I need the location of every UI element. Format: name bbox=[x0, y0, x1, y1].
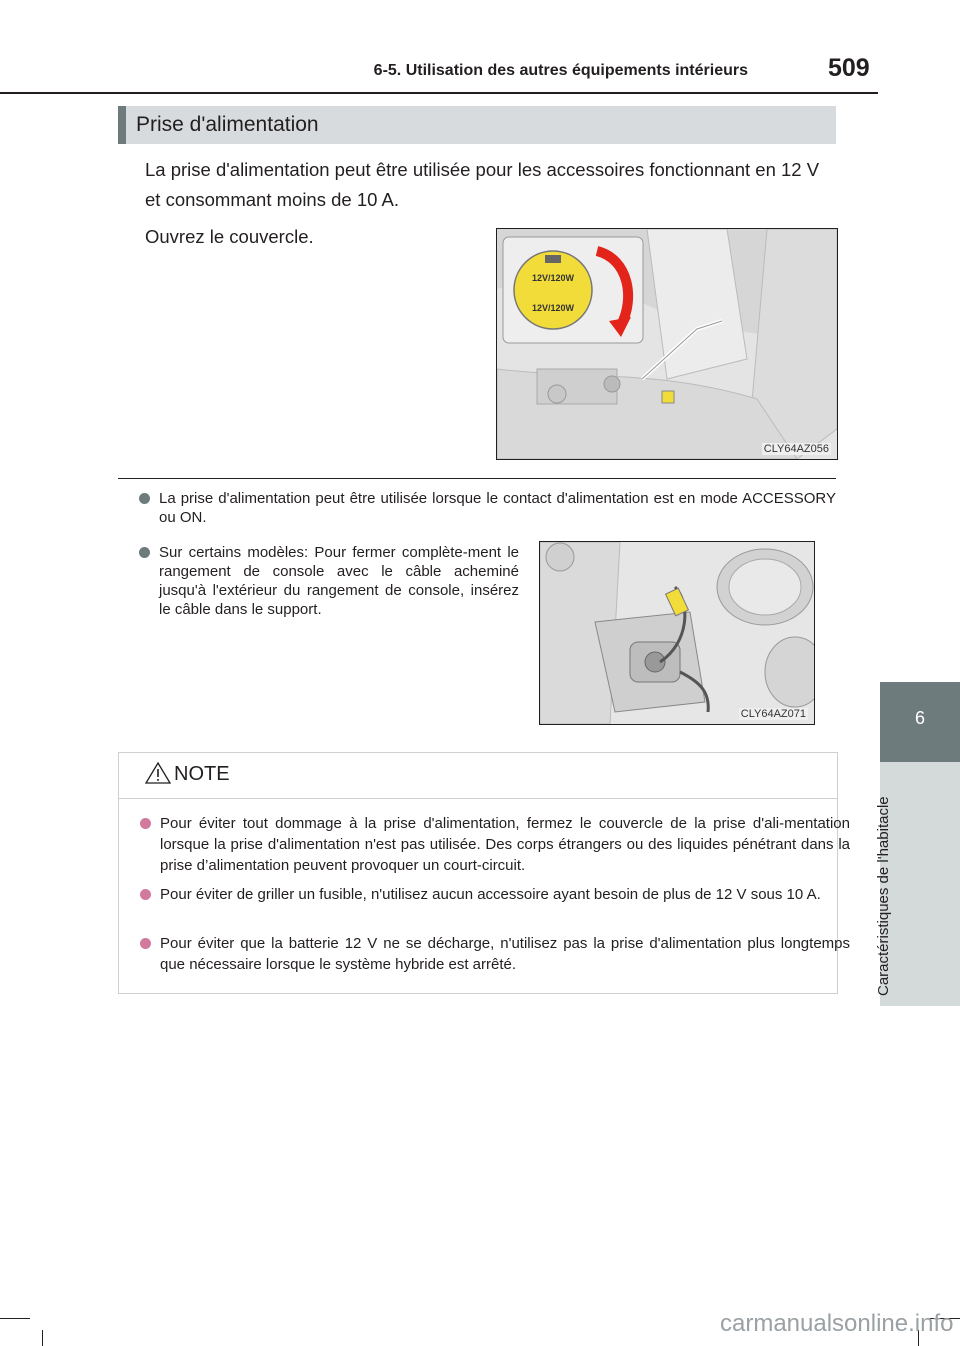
section-heading bbox=[118, 106, 836, 144]
note-header bbox=[119, 753, 837, 799]
note-item bbox=[140, 884, 850, 926]
console-cable-illustration bbox=[540, 542, 814, 724]
figure-power-outlet-cover bbox=[496, 228, 838, 460]
note-item-text: Pour éviter de griller un fusible, n'utilisez aucun accessoire ayant besoin de plus de 12 V sous 10 A. bbox=[160, 886, 821, 903]
section-heading-bar bbox=[118, 106, 126, 144]
intro-paragraph: La prise d'alimentation peut être utilisée pour les accessoires fonctionnant en 12 V et consommant moins de 10 A. bbox=[145, 159, 820, 210]
crop-mark bbox=[0, 1318, 30, 1319]
bullet-text: La prise d'alimentation peut être utilisée lorsque le contact d'alimentation est en mode ACCESSORY ou ON. bbox=[159, 490, 836, 526]
step-text: Ouvrez le couvercle. bbox=[145, 226, 314, 247]
crop-mark bbox=[42, 1330, 43, 1346]
figure-code: CLY64AZ056 bbox=[763, 443, 829, 455]
header-section-title: 6-5. Utilisation des autres équipements intérieurs bbox=[373, 62, 748, 79]
header-rule bbox=[0, 92, 878, 94]
figure-console-cable bbox=[539, 541, 815, 725]
note-bullet-dot bbox=[140, 938, 151, 949]
bullet-item bbox=[139, 489, 836, 529]
note-item-text: Pour éviter tout dommage à la prise d'alimentation, fermez le couvercle de la prise d'ali-mentation lorsque la prise d'alimentation n'est pas utilisée. Des corps étrangers ou des liquides pénétrant dans la prise d’alimentation peuvent provoquer un court-circuit. bbox=[160, 815, 850, 874]
note-item-text: Pour éviter que la batterie 12 V ne se décharge, n'utilisez pas la prise d'alimentation plus longtemps que nécessaire lorsque le système hybride est arrêté. bbox=[160, 935, 850, 973]
note-bullet-dot bbox=[140, 818, 151, 829]
figure-code: CLY64AZ071 bbox=[740, 708, 806, 720]
chapter-strip bbox=[880, 762, 960, 1006]
page-number: 509 bbox=[828, 54, 870, 82]
note-bullet-dot bbox=[140, 889, 151, 900]
cap-label-bottom: 12V/120W bbox=[531, 303, 575, 313]
watermark: carmanualsonline.info bbox=[720, 1310, 954, 1337]
chapter-title: Caractéristiques de l'habitacle bbox=[875, 796, 892, 996]
console-illustration bbox=[497, 229, 837, 459]
note-box bbox=[118, 752, 850, 994]
bullet-dot bbox=[139, 547, 150, 558]
note-item bbox=[140, 813, 850, 877]
bullet-item bbox=[139, 543, 519, 623]
bullet-dot bbox=[139, 493, 150, 504]
cap-label-top: 12V/120W bbox=[531, 273, 575, 283]
bullet-text: Sur certains modèles: Pour fermer complète-ment le rangement de console avec le câble acheminé jusqu'à l'extérieur du rangement de console, insérez le câble dans le support. bbox=[159, 544, 519, 618]
note-title: NOTE bbox=[174, 763, 230, 785]
section-heading-text: Prise d'alimentation bbox=[136, 113, 319, 136]
chapter-number: 6 bbox=[914, 708, 925, 728]
note-item bbox=[140, 933, 850, 975]
section-separator bbox=[118, 478, 836, 479]
warning-icon bbox=[145, 761, 171, 785]
